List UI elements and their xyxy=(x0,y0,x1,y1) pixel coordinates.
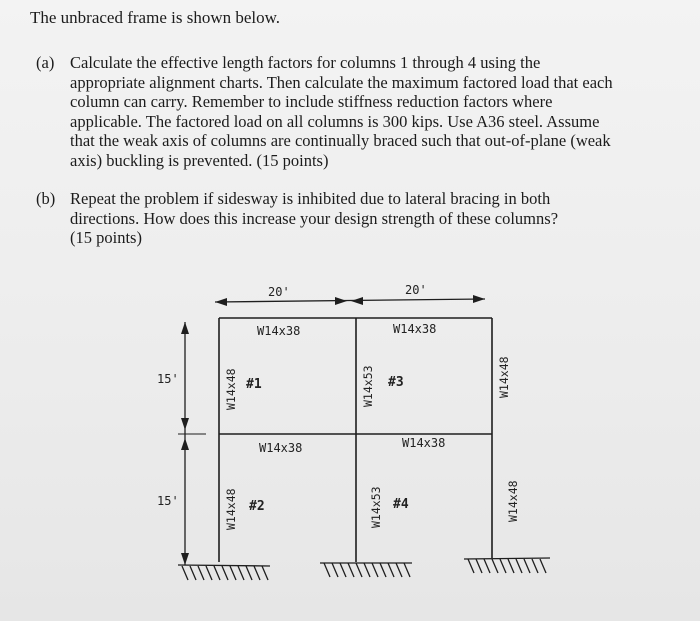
column-right-upper-label: W14x48 xyxy=(497,356,511,398)
story-top-label: 15' xyxy=(157,372,179,386)
part-a-line: column can carry. Remember to include stiffness reduction factors where xyxy=(70,92,553,111)
column-mid-upper-label: W14x53 xyxy=(361,365,375,407)
column-id-4: #4 xyxy=(393,497,409,512)
column-id-2: #2 xyxy=(249,499,265,514)
story-bottom-label: 15' xyxy=(157,494,179,508)
arrow-left-start xyxy=(215,298,227,306)
part-a-line: axis) buckling is prevented. (15 points) xyxy=(70,150,329,170)
column-id-1: #1 xyxy=(246,377,262,392)
part-b-line: directions. How does this increase your design strength of these columns? xyxy=(70,208,559,228)
column-right-lower-label: W14x48 xyxy=(506,480,520,522)
column-left-lower-label: W14x48 xyxy=(224,488,238,530)
support-left xyxy=(178,565,270,580)
span-left-label: 20' xyxy=(268,285,290,299)
part-a-line: appropriate alignment charts. Then calculate the maximum factored load that each xyxy=(70,72,613,92)
span-right-label: 20' xyxy=(405,283,427,297)
support-middle xyxy=(320,563,412,577)
column-mid-lower-label: W14x53 xyxy=(369,486,383,528)
arrow-bottom-story-start xyxy=(181,438,189,450)
part-a-line: that the weak axis of columns are continually braced such that out-of-plane (weak xyxy=(70,131,611,150)
part-b-line: Repeat the problem if sidesway is inhibited due to lateral bracing in both xyxy=(70,189,551,208)
intro-text: The unbraced frame is shown below. xyxy=(30,8,281,27)
horizontal-dimension-line xyxy=(215,299,485,302)
beam-floor-left-label: W14x38 xyxy=(259,441,303,455)
part-a-label: (a) xyxy=(36,53,55,72)
beam-roof-left-label: W14x38 xyxy=(257,324,301,338)
arrow-top xyxy=(181,322,189,334)
arrow-mid-right xyxy=(351,297,363,305)
supports xyxy=(178,558,550,580)
support-right xyxy=(464,558,550,573)
column-left-upper-label: W14x48 xyxy=(224,368,238,410)
column-id-3: #3 xyxy=(388,375,404,390)
beam-roof-right-label: W14x38 xyxy=(393,322,437,336)
arrow-bottom xyxy=(181,553,189,565)
part-a-line: applicable. The factored load on all columns is 300 kips. Use A36 steel. Assume xyxy=(70,111,600,131)
arrow-top-story-end xyxy=(181,418,189,430)
arrow-mid-left xyxy=(335,297,347,305)
part-b-line: (15 points) xyxy=(70,228,142,247)
arrow-right-end xyxy=(473,295,485,303)
part-b-label: (b) xyxy=(36,189,56,208)
beam-floor-right-label: W14x38 xyxy=(402,436,446,450)
part-a-line: Calculate the effective length factors for columns 1 through 4 using the xyxy=(70,53,541,72)
